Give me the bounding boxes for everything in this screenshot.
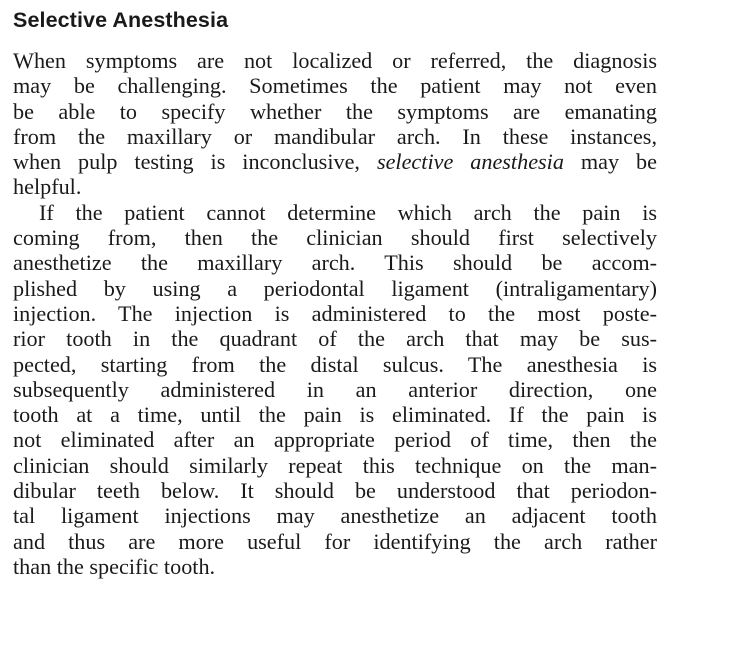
paragraph-line: injection. The injection is administered to the most poste- (13, 300, 657, 326)
paragraph-line: and thus are more useful for identifying the arch rather (13, 528, 657, 554)
paragraph-line: helpful. (13, 174, 82, 200)
line-text: when pulp testing is inconclusive, (13, 149, 377, 175)
paragraph-2 (13, 200, 657, 579)
paragraph-line: clinician should similarly repeat this technique on the man- (13, 452, 657, 478)
paragraph-line: rior tooth in the quadrant of the arch that may be sus- (13, 326, 657, 352)
paragraph-line: dibular teeth below. It should be understood that periodon- (13, 478, 657, 504)
paragraph-line: than the specific tooth. (13, 553, 216, 579)
paragraph-line: pected, starting from the distal sulcus. The anesthesia is (13, 351, 657, 377)
paragraph-line: be able to specify whether the symptoms are emanating (13, 98, 657, 124)
paragraph-line: coming from, then the clinician should first selectively (13, 225, 657, 251)
paragraph-line-with-italic (13, 149, 657, 174)
paragraph-line: anesthetize the maxillary arch. This should be accom- (13, 250, 657, 276)
section-heading: Selective Anesthesia (13, 8, 229, 32)
paragraph-line: may be challenging. Sometimes the patient may not even (13, 73, 657, 99)
italic-term: selective anesthesia (376, 149, 564, 175)
paragraph-line: tooth at a time, until the pain is eliminated. If the pain is (13, 402, 657, 428)
paragraph-line: subsequently administered in an anterior direction, one (13, 376, 657, 402)
line-text: may be (563, 149, 657, 175)
paragraph-line: If the patient cannot determine which arch the pain is (39, 199, 657, 225)
paragraph-line: plished by using a periodontal ligament (intraligamentary) (13, 275, 657, 301)
document-page (13, 6, 657, 579)
paragraph-line: tal ligament injections may anesthetize an adjacent tooth (13, 503, 657, 529)
paragraph-line: not eliminated after an appropriate period of time, then the (13, 427, 657, 453)
paragraph-line: When symptoms are not localized or referred, the diagnosis (13, 48, 657, 73)
paragraph-1 (13, 48, 657, 200)
paragraph-line: from the maxillary or mandibular arch. In these instances, (13, 123, 657, 149)
